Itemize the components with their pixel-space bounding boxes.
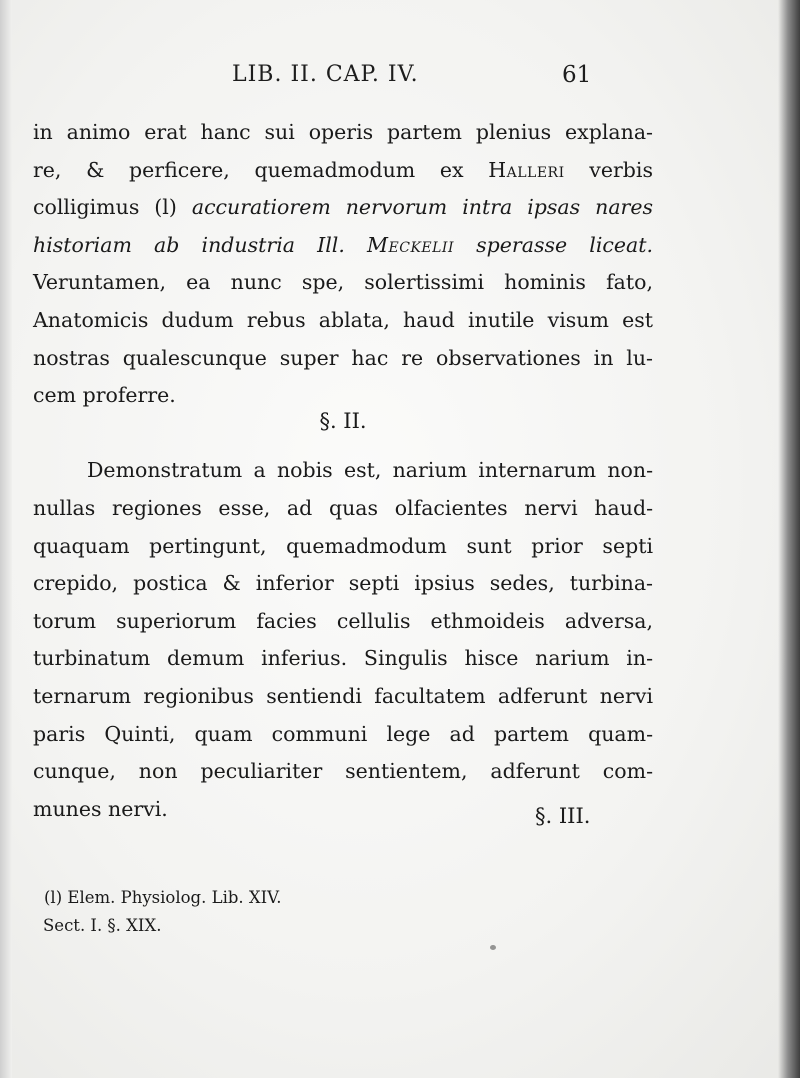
running-head (0, 58, 800, 98)
text-fragment: verbis (564, 157, 653, 182)
text-line (33, 227, 653, 265)
text-line: ternarum regionibus sentiendi facultatem adferunt nervi (33, 683, 653, 708)
text-line: paris Quinti, quam communi lege ad partem quam- (33, 721, 653, 746)
italic-text: sperasse liceat. (454, 232, 653, 257)
footnote-line: (l) Elem. Physiolog. Lib. XIV. (44, 888, 282, 907)
italic-text: historiam ab industria Ill. (33, 232, 368, 257)
text-fragment: colligimus (l) (33, 195, 192, 220)
author-name-halleri: Halleri (488, 157, 565, 182)
text-line: munes nervi. (33, 796, 168, 821)
body-text (33, 114, 653, 828)
footnote-line: Sect. I. §. XIX. (43, 916, 162, 935)
binding-shadow (778, 0, 800, 1078)
section-heading-ii: §. II. (319, 409, 367, 433)
author-name-meckelii: Meckelii (367, 232, 454, 257)
text-line: nostras qualescunque super hac re observationes in lu- (33, 345, 653, 370)
text-line: Anatomicis dudum rebus ablata, haud inutile visum est (33, 307, 653, 332)
ink-spot (490, 945, 496, 950)
running-title: LIB. II. CAP. IV. (232, 62, 419, 87)
text-line: quaquam pertingunt, quemadmodum sunt prior septi (33, 533, 653, 558)
page-left-edge (0, 0, 12, 1078)
text-line: turbinatum demum inferius. Singulis hisce narium in- (33, 646, 653, 671)
text-line (33, 189, 653, 227)
text-line: cem proferre. (33, 383, 176, 408)
text-line: nullas regiones esse, ad quas olfacientes nervi haud- (33, 495, 653, 520)
section-heading-iii: §. III. (535, 804, 591, 828)
text-line (33, 152, 653, 190)
text-line: cunque, non peculiariter sentientem, adferunt com- (33, 759, 653, 784)
text-fragment: re, & perficere, quemadmodum ex (33, 157, 489, 182)
text-line: torum superiorum facies cellulis ethmoideis adversa, (33, 608, 653, 633)
text-line: in animo erat hanc sui operis partem plenius explana- (33, 120, 653, 144)
text-line: Veruntamen, ea nunc spe, solertissimi hominis fato, (33, 270, 653, 295)
italic-text: accuratiorem nervorum intra ipsas nares (191, 195, 653, 220)
footnote (44, 884, 281, 940)
page-number: 61 (562, 62, 592, 88)
text-line: crepido, postica & inferior septi ipsius sedes, turbina- (33, 571, 653, 596)
text-line: Demonstratum a nobis est, narium internarum non- (87, 458, 653, 483)
